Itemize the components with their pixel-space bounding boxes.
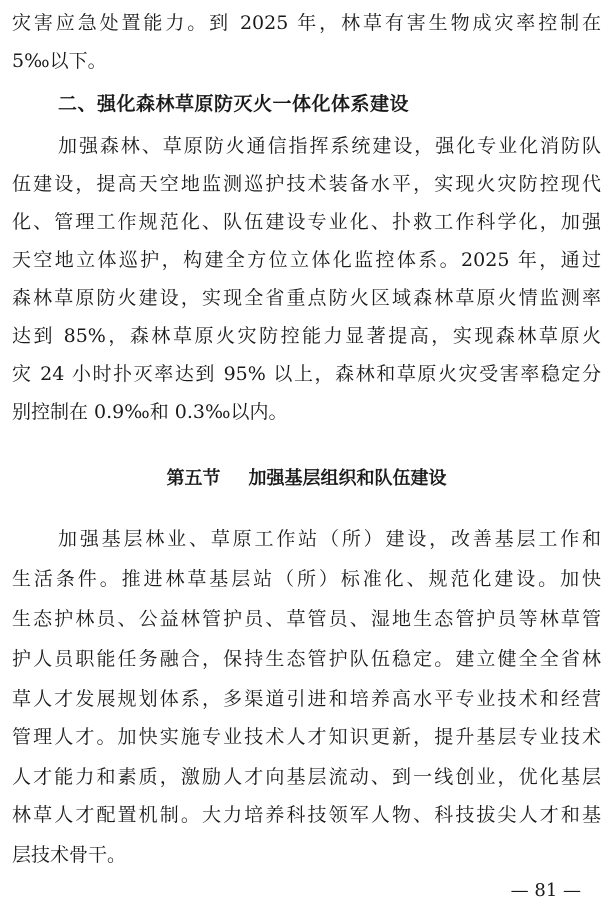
section-number: 第五节 [166,468,221,489]
text-line: 管理人才。加快实施专业技术人才知识更新，提升基层专业技术 [12,726,601,748]
text-line: 灾 24 小时扑灭率达到 95% 以上，森林和草原火灾受害率稳定分 [12,363,601,385]
text-line: 人才能力和素质，激励人才向基层流动、到一线创业，优化基层 [12,766,601,788]
section-title-text: 加强基层组织和队伍建设 [248,468,447,489]
text-line: 达到 85%，森林草原火灾防控能力显著提高，实现森林草原火 [12,325,601,347]
section-heading: 二、强化森林草原防灭火一体化体系建设 [58,93,410,115]
text-line: 化、管理工作规范化、队伍建设专业化、扑救工作科学化，加强 [12,211,601,233]
text-line: 5‰以下。 [12,50,107,72]
text-line: 层技术骨干。 [12,844,127,866]
page-number: — 81 — [510,880,581,901]
text-line: 伍建设，提高天空地监测巡护技术装备水平，实现火灾防控现代 [12,173,601,195]
text-line: 加强森林、草原防火通信指挥系统建设，强化专业化消防队 [58,135,601,157]
text-line: 生活条件。推进林草基层站（所）标准化、规范化建设。加快 [12,568,601,590]
text-line: 林草人才配置机制。大力培养科技领军人物、科技拔尖人才和基 [12,804,601,826]
text-line: 别控制在 0.9‰和 0.3‰以内。 [12,401,288,423]
text-line: 灾害应急处置能力。到 2025 年，林草有害生物成灾率控制在 [12,12,601,34]
text-line: 护人员职能任务融合，保持生态管护队伍稳定。建立健全全省林 [12,648,601,670]
text-line: 生态护林员、公益林管护员、草管员、湿地生态管护员等林草管 [12,608,601,630]
text-line: 天空地立体巡护，构建全方位立体化监控体系。2025 年，通过 [12,249,601,271]
text-line: 森林草原防火建设，实现全省重点防火区域森林草原火情监测率 [12,287,601,309]
text-line: 草人才发展规划体系，多渠道引进和培养高水平专业技术和经营 [12,688,601,710]
text-line: 加强基层林业、草原工作站（所）建设，改善基层工作和 [58,528,601,550]
section-title [0,460,613,498]
